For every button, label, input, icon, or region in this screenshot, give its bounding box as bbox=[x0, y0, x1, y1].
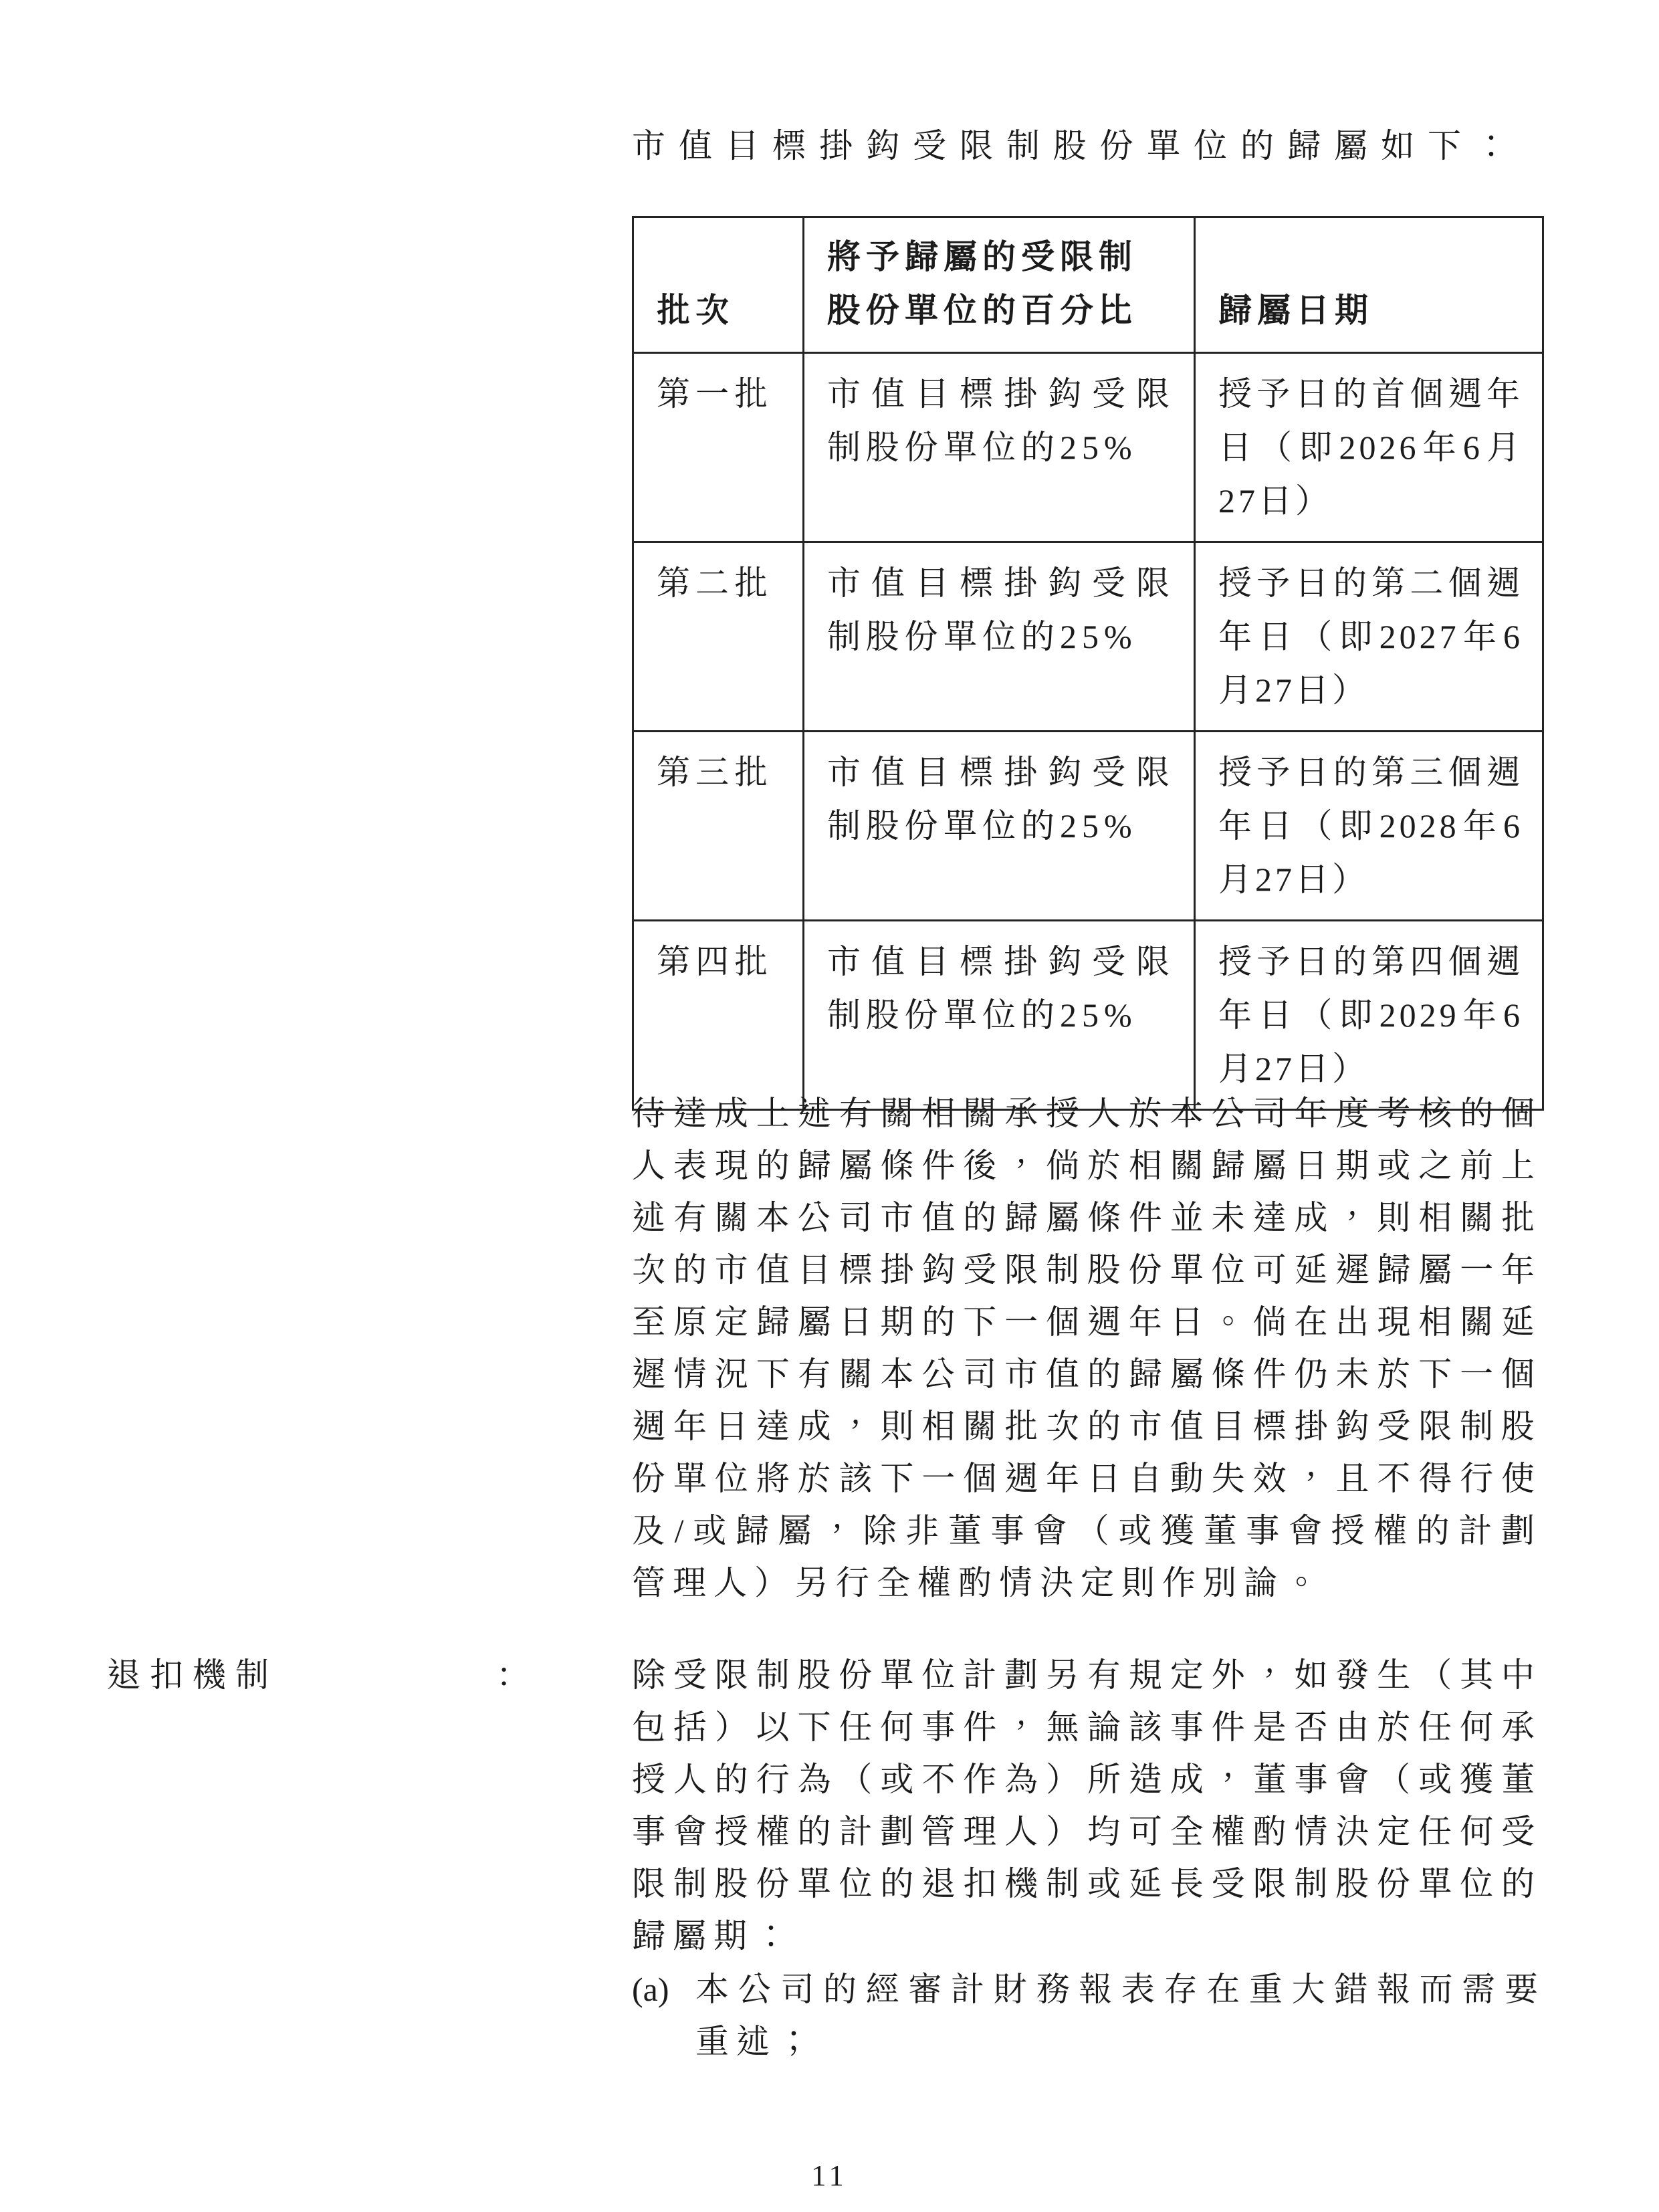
term-definition-colon: ： bbox=[496, 1656, 530, 1694]
percentage-cell: 市值目標掛鈎受限制股份單位的25% bbox=[804, 542, 1195, 732]
batch-cell: 第四批 bbox=[633, 921, 804, 1110]
vesting-date-cell: 授予日的第二個週年日（即2027年6月27日） bbox=[1195, 542, 1543, 732]
vesting-date-cell: 授予日的首個週年日（即2026年6月27日） bbox=[1195, 353, 1543, 542]
column-header-vesting-date: 歸屬日期 bbox=[1195, 217, 1543, 353]
vesting-date-cell: 授予日的第三個週年日（即2028年6月27日） bbox=[1195, 732, 1543, 921]
clawback-definition-paragraph: 除受限制股份單位計劃另有規定外，如發生（其中包括）以下任何事件，無論該事件是否由於任何承授人的行為（或不作為）所造成，董事會（或獲董事會授權的計劃管理人）均可全權酌情決定任何受限制股份單位的退扣機制或延長受限制股份單位的歸屬期： bbox=[632, 1656, 1542, 1955]
column-header-batch: 批次 bbox=[633, 217, 804, 353]
clawback-term-label: 退扣機制 bbox=[107, 1656, 278, 1694]
percentage-cell: 市值目標掛鈎受限制股份單位的25% bbox=[804, 353, 1195, 542]
section-heading: 市值目標掛鈎受限制股份單位的歸屬如下： bbox=[632, 127, 1521, 164]
list-item-marker: (a) bbox=[632, 1971, 669, 2008]
percentage-cell: 市值目標掛鈎受限制股份單位的25% bbox=[804, 732, 1195, 921]
vesting-schedule-table bbox=[632, 216, 1544, 1111]
vesting-date-cell: 授予日的第四個週年日（即2029年6月27日） bbox=[1195, 921, 1543, 1110]
percentage-cell: 市值目標掛鈎受限制股份單位的25% bbox=[804, 921, 1195, 1110]
table-header-row bbox=[633, 217, 1543, 353]
list-item bbox=[632, 1963, 1545, 2068]
batch-cell: 第一批 bbox=[633, 353, 804, 542]
list-item-text: 本公司的經審計財務報表存在重大錯報而需要重述； bbox=[695, 1971, 1545, 2060]
column-header-percentage: 將予歸屬的受限制股份單位的百分比 bbox=[804, 217, 1195, 353]
clawback-section bbox=[0, 1649, 1659, 1962]
page-number: 11 bbox=[811, 2159, 848, 2192]
table-row bbox=[633, 732, 1543, 921]
table-row bbox=[633, 542, 1543, 732]
batch-cell: 第二批 bbox=[633, 542, 804, 732]
table-row bbox=[633, 353, 1543, 542]
table-row bbox=[633, 921, 1543, 1110]
batch-cell: 第三批 bbox=[633, 732, 804, 921]
vesting-conditions-paragraph: 待達成上述有關相關承授人於本公司年度考核的個人表現的歸屬條件後，倘於相關歸屬日期或之前上述有關本公司市值的歸屬條件並未達成，則相關批次的市值目標掛鈎受限制股份單位可延遲歸屬一年至原定歸屬日期的下一個週年日。倘在出現相關延遲情況下有關本公司市值的歸屬條件仍未於下一個週年日達成，則相關批次的市值目標掛鈎受限制股份單位將於該下一個週年日自動失效，且不得行使及/或歸屬，除非董事會（或獲董事會授權的計劃管理人）另行全權酌情決定則作別論。 bbox=[632, 1095, 1542, 1601]
